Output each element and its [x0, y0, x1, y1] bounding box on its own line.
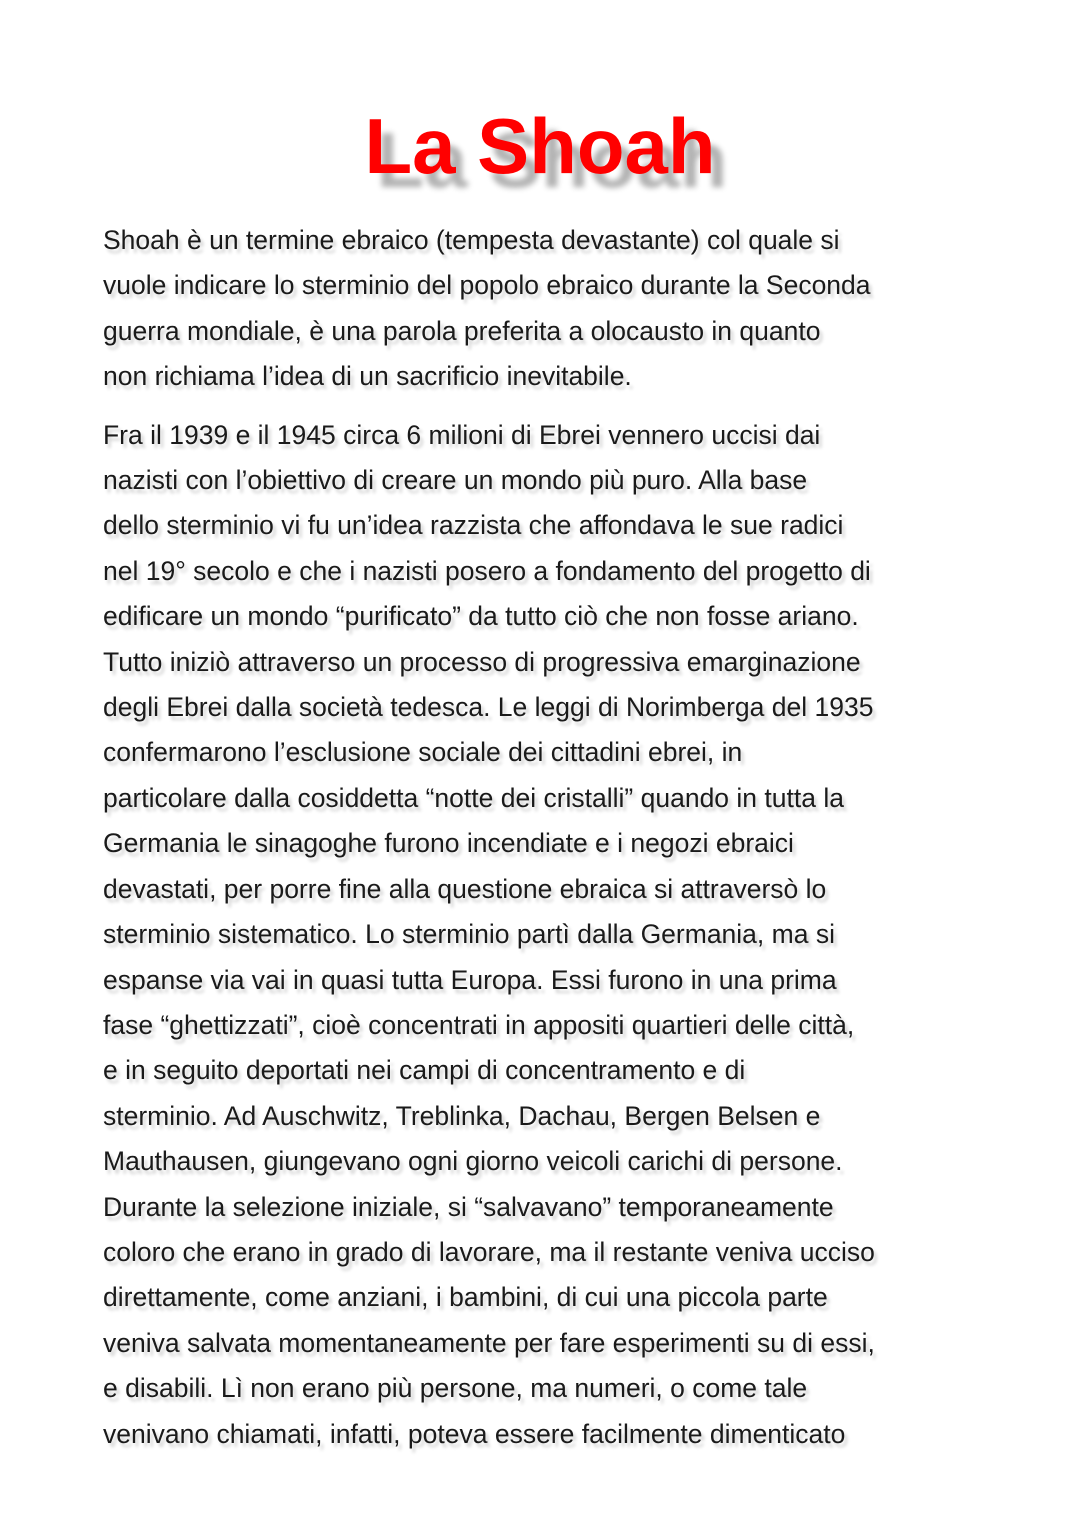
text-line: sterminio. Ad Auschwitz, Treblinka, Dachau, Bergen Belsen e [103, 1100, 821, 1131]
document-body [103, 218, 993, 1457]
page-title: La Shoah [364, 102, 716, 190]
text-line: e disabili. Lì non erano più persone, ma numeri, o come tale [103, 1373, 808, 1404]
text-line: coloro che erano in grado di lavorare, ma il restante veniva ucciso [103, 1236, 875, 1267]
text-line: e in seguito deportati nei campi di concentramento e di [103, 1055, 746, 1086]
text-line: confermarono l’esclusione sociale dei cittadini ebrei, in [103, 737, 743, 768]
text-line: fase “ghettizzati”, cioè concentrati in appositi quartieri delle città, [103, 1009, 855, 1040]
text-line: Fra il 1939 e il 1945 circa 6 milioni di Ebrei vennero uccisi dai [103, 419, 821, 450]
text-line: degli Ebrei dalla società tedesca. Le leggi di Norimberga del 1935 [103, 692, 874, 723]
text-line: Germania le sinagoghe furono incendiate e i negozi ebraici [103, 828, 794, 859]
paragraph-history [103, 413, 993, 1457]
text-line: veniva salvata momentaneamente per fare esperimenti su di essi, [103, 1327, 875, 1358]
text-line: vuole indicare lo sterminio del popolo ebraico durante la Seconda [103, 270, 871, 301]
text-line: sterminio sistematico. Lo sterminio partì dalla Germania, ma si [103, 919, 835, 950]
text-line: nel 19° secolo e che i nazisti posero a fondamento del progetto di [103, 555, 871, 586]
text-line: espanse via vai in quasi tutta Europa. Essi furono in una prima [103, 964, 837, 995]
text-line: edificare un mondo “purificato” da tutto ciò che non fosse ariano. [103, 601, 859, 632]
text-line: devastati, per porre fine alla questione ebraica si attraversò lo [103, 873, 827, 904]
text-line: Shoah è un termine ebraico (tempesta devastante) col quale si [103, 225, 840, 255]
text-line: non richiama l’idea di un sacrificio inevitabile. [103, 361, 632, 392]
paragraph-intro [103, 218, 993, 400]
text-line: dello sterminio vi fu un’idea razzista che affondava le sue radici [103, 510, 844, 541]
text-line: nazisti con l’obiettivo di creare un mondo più puro. Alla base [103, 465, 808, 496]
text-line: Durante la selezione iniziale, si “salvavano” temporaneamente [103, 1191, 834, 1222]
text-line: guerra mondiale, è una parola preferita a olocausto in quanto [103, 315, 821, 346]
text-line: Mauthausen, giungevano ogni giorno veicoli carichi di persone. [103, 1146, 843, 1177]
text-line: particolare dalla cosiddetta “notte dei cristalli” quando in tutta la [103, 782, 844, 813]
text-line: Tutto iniziò attraverso un processo di progressiva emarginazione [103, 646, 861, 677]
text-line: venivano chiamati, infatti, poteva essere facilmente dimenticato [103, 1418, 846, 1449]
text-line: direttamente, come anziani, i bambini, di cui una piccola parte [103, 1282, 828, 1313]
